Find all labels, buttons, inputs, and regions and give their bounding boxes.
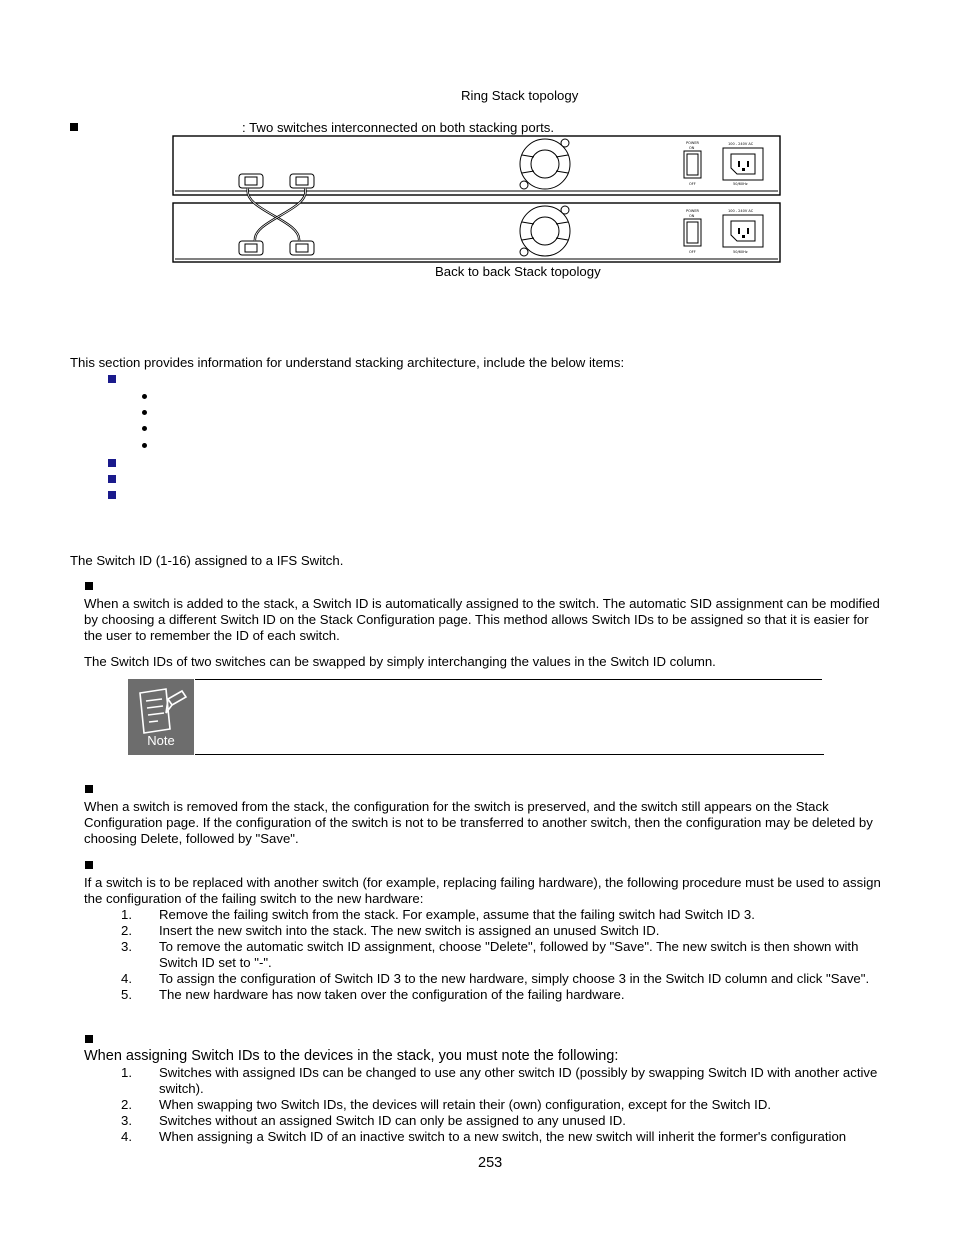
note-box	[128, 679, 824, 755]
power-label: POWER	[686, 209, 699, 213]
list-item: 2. Insert the new switch into the stack. The new switch is assigned an unused Switch ID.	[121, 923, 660, 938]
sub-list-bullet	[142, 443, 147, 448]
frequency-label: 50/60Hz	[733, 250, 748, 254]
section-bullet	[85, 861, 93, 869]
bullet-square	[70, 123, 78, 131]
switch-id-notes	[84, 1065, 889, 1145]
section-bullet	[85, 785, 93, 793]
sub-list-bullet	[142, 394, 147, 399]
power-label: POWER	[686, 141, 699, 145]
list-item: 1. Remove the failing switch from the stack. For example, assume that the failing switch had Switch ID 3.	[121, 907, 755, 922]
replacement-steps	[84, 907, 889, 1003]
frequency-label: 50/60Hz	[733, 182, 748, 186]
note-bottom-rule	[195, 754, 824, 755]
power-off-label: OFF	[689, 250, 696, 254]
list-item: 1. Switches with assigned IDs can be changed to use any other switch ID (possibly by swapping Switch ID with another active switch).	[121, 1065, 878, 1096]
list-item: 5. The new hardware has now taken over the configuration of the failing hardware.	[121, 987, 625, 1002]
ac-voltage-label: 100 - 240V AC	[728, 209, 754, 213]
sub-list-bullet	[142, 426, 147, 431]
note-top-rule	[195, 679, 822, 680]
back-to-back-stack-figure	[172, 135, 782, 265]
ac-voltage-label: 100 - 240V AC	[728, 142, 754, 146]
ring-topology-caption: Ring Stack topology	[461, 88, 579, 103]
list-item: 2. When swapping two Switch IDs, the devices will retain their (own) configuration, except for the Switch ID.	[121, 1097, 772, 1112]
list-item: 4. When assigning a Switch ID of an inactive switch to a new switch, the new switch will inherit the former's configuration	[121, 1129, 847, 1144]
note-icon	[128, 679, 194, 755]
page-number: 253	[478, 1155, 503, 1171]
power-off-label: OFF	[689, 182, 696, 186]
power-on-label: ON	[689, 146, 695, 150]
list-bullet	[108, 459, 116, 467]
sub-list-bullet	[142, 410, 147, 415]
list-bullet	[108, 475, 116, 483]
switch-id-description: The Switch ID (1-16) assigned to a IFS Switch.	[70, 553, 344, 568]
section4-intro: When assigning Switch IDs to the devices in the stack, you must note the following:	[84, 1048, 619, 1064]
list-bullet	[108, 375, 116, 383]
list-item: 3. Switches without an assigned Switch ID can only be assigned to any unused ID.	[121, 1113, 626, 1128]
section1-paragraph-1: When a switch is added to the stack, a Switch ID is automatically assigned to the switch. The automatic SID assignment can be modified by choosing a different Switch ID on the Stack Configuration page. This method allows Switch IDs to be assigned so that it is easier for the user to remember the ID of each switch.	[84, 596, 880, 643]
section-bullet	[85, 582, 93, 590]
section-bullet	[85, 1035, 93, 1043]
list-item: 4. To assign the configuration of Switch ID 3 to the new hardware, simply choose 3 in the Switch ID column and click "Save".	[121, 971, 870, 986]
figure-caption: Back to back Stack topology	[435, 264, 601, 279]
switch-diagram	[172, 135, 782, 265]
section1-paragraph-2: The Switch IDs of two switches can be swapped by simply interchanging the values in the Switch ID column.	[84, 654, 716, 669]
intro-text: This section provides information for understand stacking architecture, include the below items:	[70, 355, 625, 370]
section2-paragraph: When a switch is removed from the stack, the configuration for the switch is preserved, and the switch still appears on the Stack Configuration page. If the configuration of the switch is not to be transferred to another switch, then the configuration may be deleted by choosing Delete, followed by "Save".	[84, 799, 873, 846]
list-bullet	[108, 491, 116, 499]
section3-paragraph: If a switch is to be replaced with another switch (for example, replacing failing hardware), the following procedure must be used to assign the configuration of the failing switch to the new hardware:	[84, 875, 881, 906]
back-to-back-description: : Two switches interconnected on both stacking ports.	[242, 120, 555, 135]
power-on-label: ON	[689, 214, 695, 218]
list-item: 3. To remove the automatic switch ID assignment, choose "Delete", followed by "Save". The new switch is then shown with Switch ID set to "-".	[121, 939, 859, 970]
note-label: Note	[147, 733, 175, 748]
